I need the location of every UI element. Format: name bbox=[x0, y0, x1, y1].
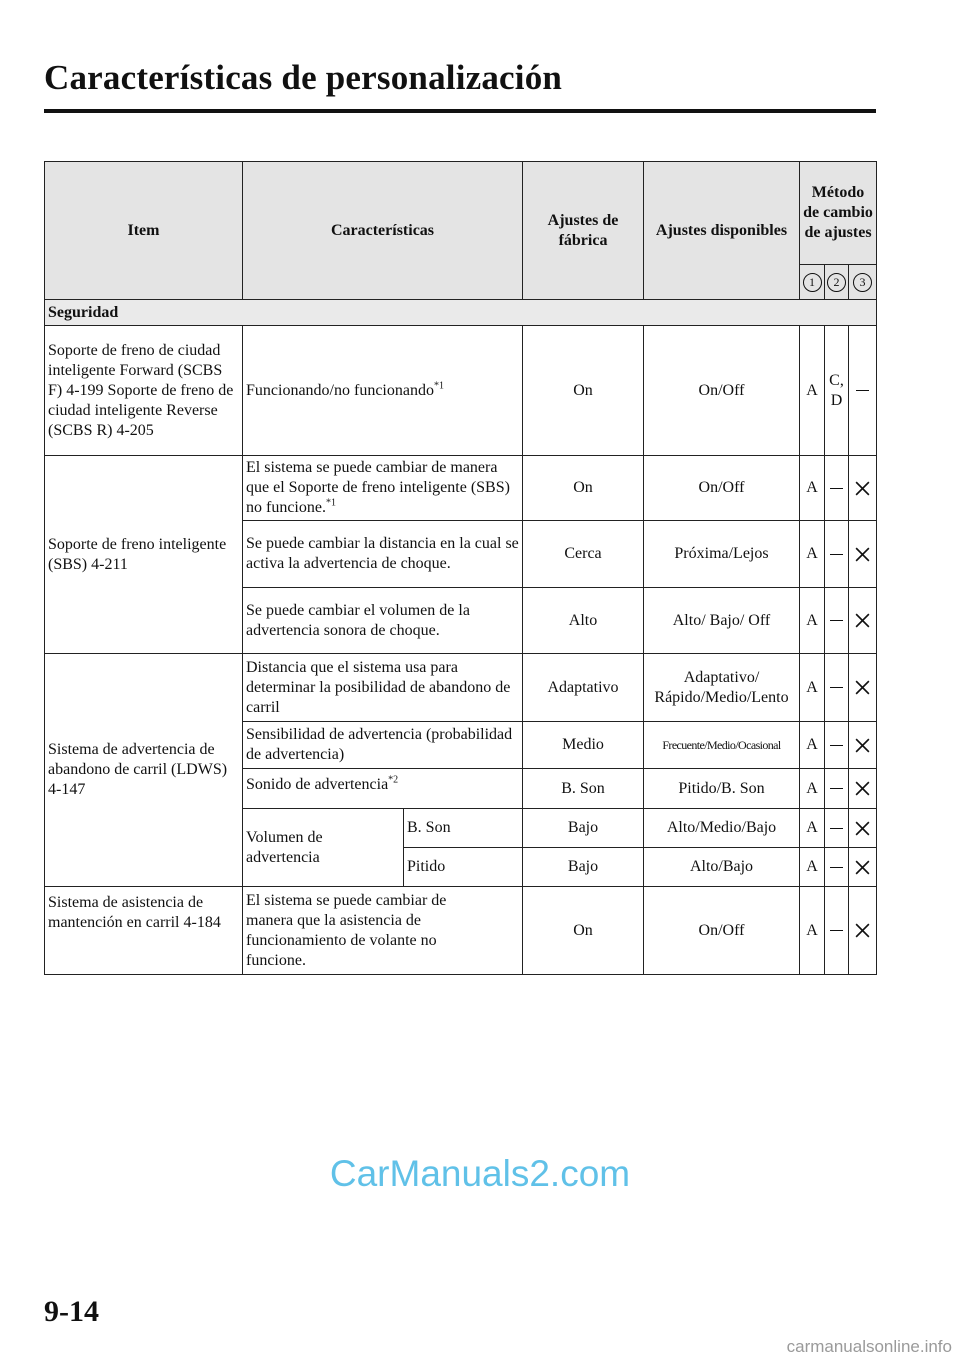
feature-cell: Funcionando/no funcionando$^{*1}$ bbox=[243, 326, 523, 456]
available-cell: On/Off bbox=[644, 887, 800, 975]
page-title: Características de personalización bbox=[44, 58, 563, 97]
available-cell: Alto/ Bajo/ Off bbox=[644, 588, 800, 654]
feature-cell: Se puede cambiar el volumen de la advertencia sonora de choque. bbox=[243, 588, 523, 654]
watermark: CarManuals2.com bbox=[329, 1153, 631, 1194]
method-2-cell bbox=[825, 588, 849, 654]
table-row bbox=[45, 887, 877, 975]
factory-cell: Medio bbox=[523, 722, 644, 769]
not-available-dash-icon bbox=[830, 488, 843, 489]
method-3-cell bbox=[849, 326, 877, 456]
available-cell: Adaptativo/ Rápido/Medio/Lento bbox=[644, 654, 800, 722]
method-1-cell: A bbox=[800, 809, 825, 848]
available-cell: Alto/Medio/Bajo bbox=[644, 809, 800, 848]
method-3-cell bbox=[849, 887, 877, 975]
not-available-dash-icon bbox=[830, 620, 843, 621]
method-3-header bbox=[849, 265, 877, 300]
header-factory-settings: Ajustes de fábrica bbox=[523, 162, 644, 300]
header-features: Características bbox=[243, 162, 523, 300]
factory-cell: Bajo bbox=[523, 848, 644, 887]
method-1-cell: A bbox=[800, 887, 825, 975]
x-mark-icon bbox=[854, 780, 871, 797]
table-row bbox=[45, 654, 877, 722]
not-available-dash-icon bbox=[830, 867, 843, 868]
section-row bbox=[45, 300, 877, 326]
title-rule bbox=[44, 109, 876, 113]
method-1-cell: A bbox=[800, 769, 825, 809]
available-cell: Pitido/B. Son bbox=[644, 769, 800, 809]
method-2-cell bbox=[825, 521, 849, 588]
feature-cell: El sistema se puede cambiar de manera que la asistencia de funcionamiento de volante no funcione. bbox=[243, 887, 523, 975]
x-mark-icon bbox=[854, 546, 871, 563]
method-2-cell bbox=[825, 769, 849, 809]
method-1-cell: A bbox=[800, 588, 825, 654]
footer-site: carmanualsonline.info bbox=[786, 1337, 952, 1356]
feature-cell: Distancia que el sistema usa para determinar la posibilidad de abandono de carril bbox=[243, 654, 523, 722]
page-number: 9-14 bbox=[44, 1295, 99, 1328]
method-2-header bbox=[825, 265, 849, 300]
header-available-settings: Ajustes disponibles bbox=[644, 162, 800, 300]
factory-cell: B. Son bbox=[523, 769, 644, 809]
x-mark-icon bbox=[854, 737, 871, 754]
circled-number-2-icon: 2 bbox=[827, 273, 846, 292]
not-available-dash-icon bbox=[856, 390, 869, 391]
method-2-cell bbox=[825, 848, 849, 887]
available-cell: On/Off bbox=[644, 326, 800, 456]
method-3-cell bbox=[849, 848, 877, 887]
feature-cell: Se puede cambiar la distancia en la cual se activa la advertencia de choque. bbox=[243, 521, 523, 588]
available-cell: Alto/Bajo bbox=[644, 848, 800, 887]
method-1-cell: A bbox=[800, 654, 825, 722]
method-3-cell bbox=[849, 809, 877, 848]
not-available-dash-icon bbox=[830, 554, 843, 555]
method-2-cell bbox=[825, 809, 849, 848]
sub-feature-cell: B. Son bbox=[404, 809, 523, 848]
table-row bbox=[45, 456, 877, 521]
factory-cell: Adaptativo bbox=[523, 654, 644, 722]
settings-table bbox=[44, 161, 877, 975]
method-2-cell bbox=[825, 722, 849, 769]
x-mark-icon bbox=[854, 820, 871, 837]
method-1-cell: A bbox=[800, 456, 825, 521]
method-1-cell: A bbox=[800, 326, 825, 456]
method-3-cell bbox=[849, 769, 877, 809]
footnote-ref: *2 bbox=[388, 774, 399, 786]
available-cell: Próxima/Lejos bbox=[644, 521, 800, 588]
not-available-dash-icon bbox=[830, 930, 843, 931]
table-row bbox=[45, 326, 877, 456]
item-cell: Sistema de asistencia de mantención en carril 4-184 bbox=[45, 887, 243, 975]
not-available-dash-icon bbox=[830, 745, 843, 746]
method-3-cell bbox=[849, 456, 877, 521]
circled-number-3-icon: 3 bbox=[853, 273, 872, 292]
circled-number-1-icon: 1 bbox=[803, 273, 822, 292]
feature-cell: Volumen de advertencia bbox=[243, 809, 404, 887]
method-1-cell: A bbox=[800, 722, 825, 769]
factory-cell: On bbox=[523, 456, 644, 521]
not-available-dash-icon bbox=[830, 828, 843, 829]
factory-cell: Bajo bbox=[523, 809, 644, 848]
section-label: Seguridad bbox=[45, 300, 877, 326]
x-mark-icon bbox=[854, 612, 871, 629]
not-available-dash-icon bbox=[830, 687, 843, 688]
footnote-ref: *1 bbox=[433, 380, 444, 392]
header-change-method: Método de cambio de ajustes bbox=[800, 162, 877, 265]
method-2-cell: C, D bbox=[825, 326, 849, 456]
method-3-cell bbox=[849, 588, 877, 654]
sub-feature-cell: Pitido bbox=[404, 848, 523, 887]
method-2-cell bbox=[825, 654, 849, 722]
feature-cell: El sistema se puede cambiar de manera que el Soporte de freno inteligente (SBS) no funcione.$^{*1}$ bbox=[243, 456, 523, 521]
method-2-cell bbox=[825, 456, 849, 521]
feature-cell: Sensibilidad de advertencia (probabilidad de advertencia) bbox=[243, 722, 523, 769]
header-item: Item bbox=[45, 162, 243, 300]
method-1-cell: A bbox=[800, 521, 825, 588]
method-2-cell bbox=[825, 887, 849, 975]
factory-cell: On bbox=[523, 326, 644, 456]
available-cell: Frecuente/Medio/Ocasional bbox=[644, 722, 800, 769]
method-3-cell bbox=[849, 521, 877, 588]
item-cell: Soporte de freno inteligente (SBS) 4-211 bbox=[45, 456, 243, 654]
x-mark-icon bbox=[854, 679, 871, 696]
method-1-cell: A bbox=[800, 848, 825, 887]
method-1-header bbox=[800, 265, 825, 300]
factory-cell: Alto bbox=[523, 588, 644, 654]
x-mark-icon bbox=[854, 480, 871, 497]
x-mark-icon bbox=[854, 859, 871, 876]
available-cell: On/Off bbox=[644, 456, 800, 521]
factory-cell: On bbox=[523, 887, 644, 975]
item-cell: Sistema de advertencia de abandono de carril (LDWS) 4-147 bbox=[45, 654, 243, 887]
method-3-cell bbox=[849, 654, 877, 722]
not-available-dash-icon bbox=[830, 788, 843, 789]
x-mark-icon bbox=[854, 922, 871, 939]
feature-cell: Sonido de advertencia$^{*2}$ bbox=[243, 769, 523, 809]
footnote-ref: *1 bbox=[325, 497, 336, 509]
method-3-cell bbox=[849, 722, 877, 769]
factory-cell: Cerca bbox=[523, 521, 644, 588]
item-cell: Soporte de freno de ciudad inteligente Forward (SCBS F) 4-199 Soporte de freno de ciudad inteligente Reverse (SCBS R) 4-205 bbox=[45, 326, 243, 456]
